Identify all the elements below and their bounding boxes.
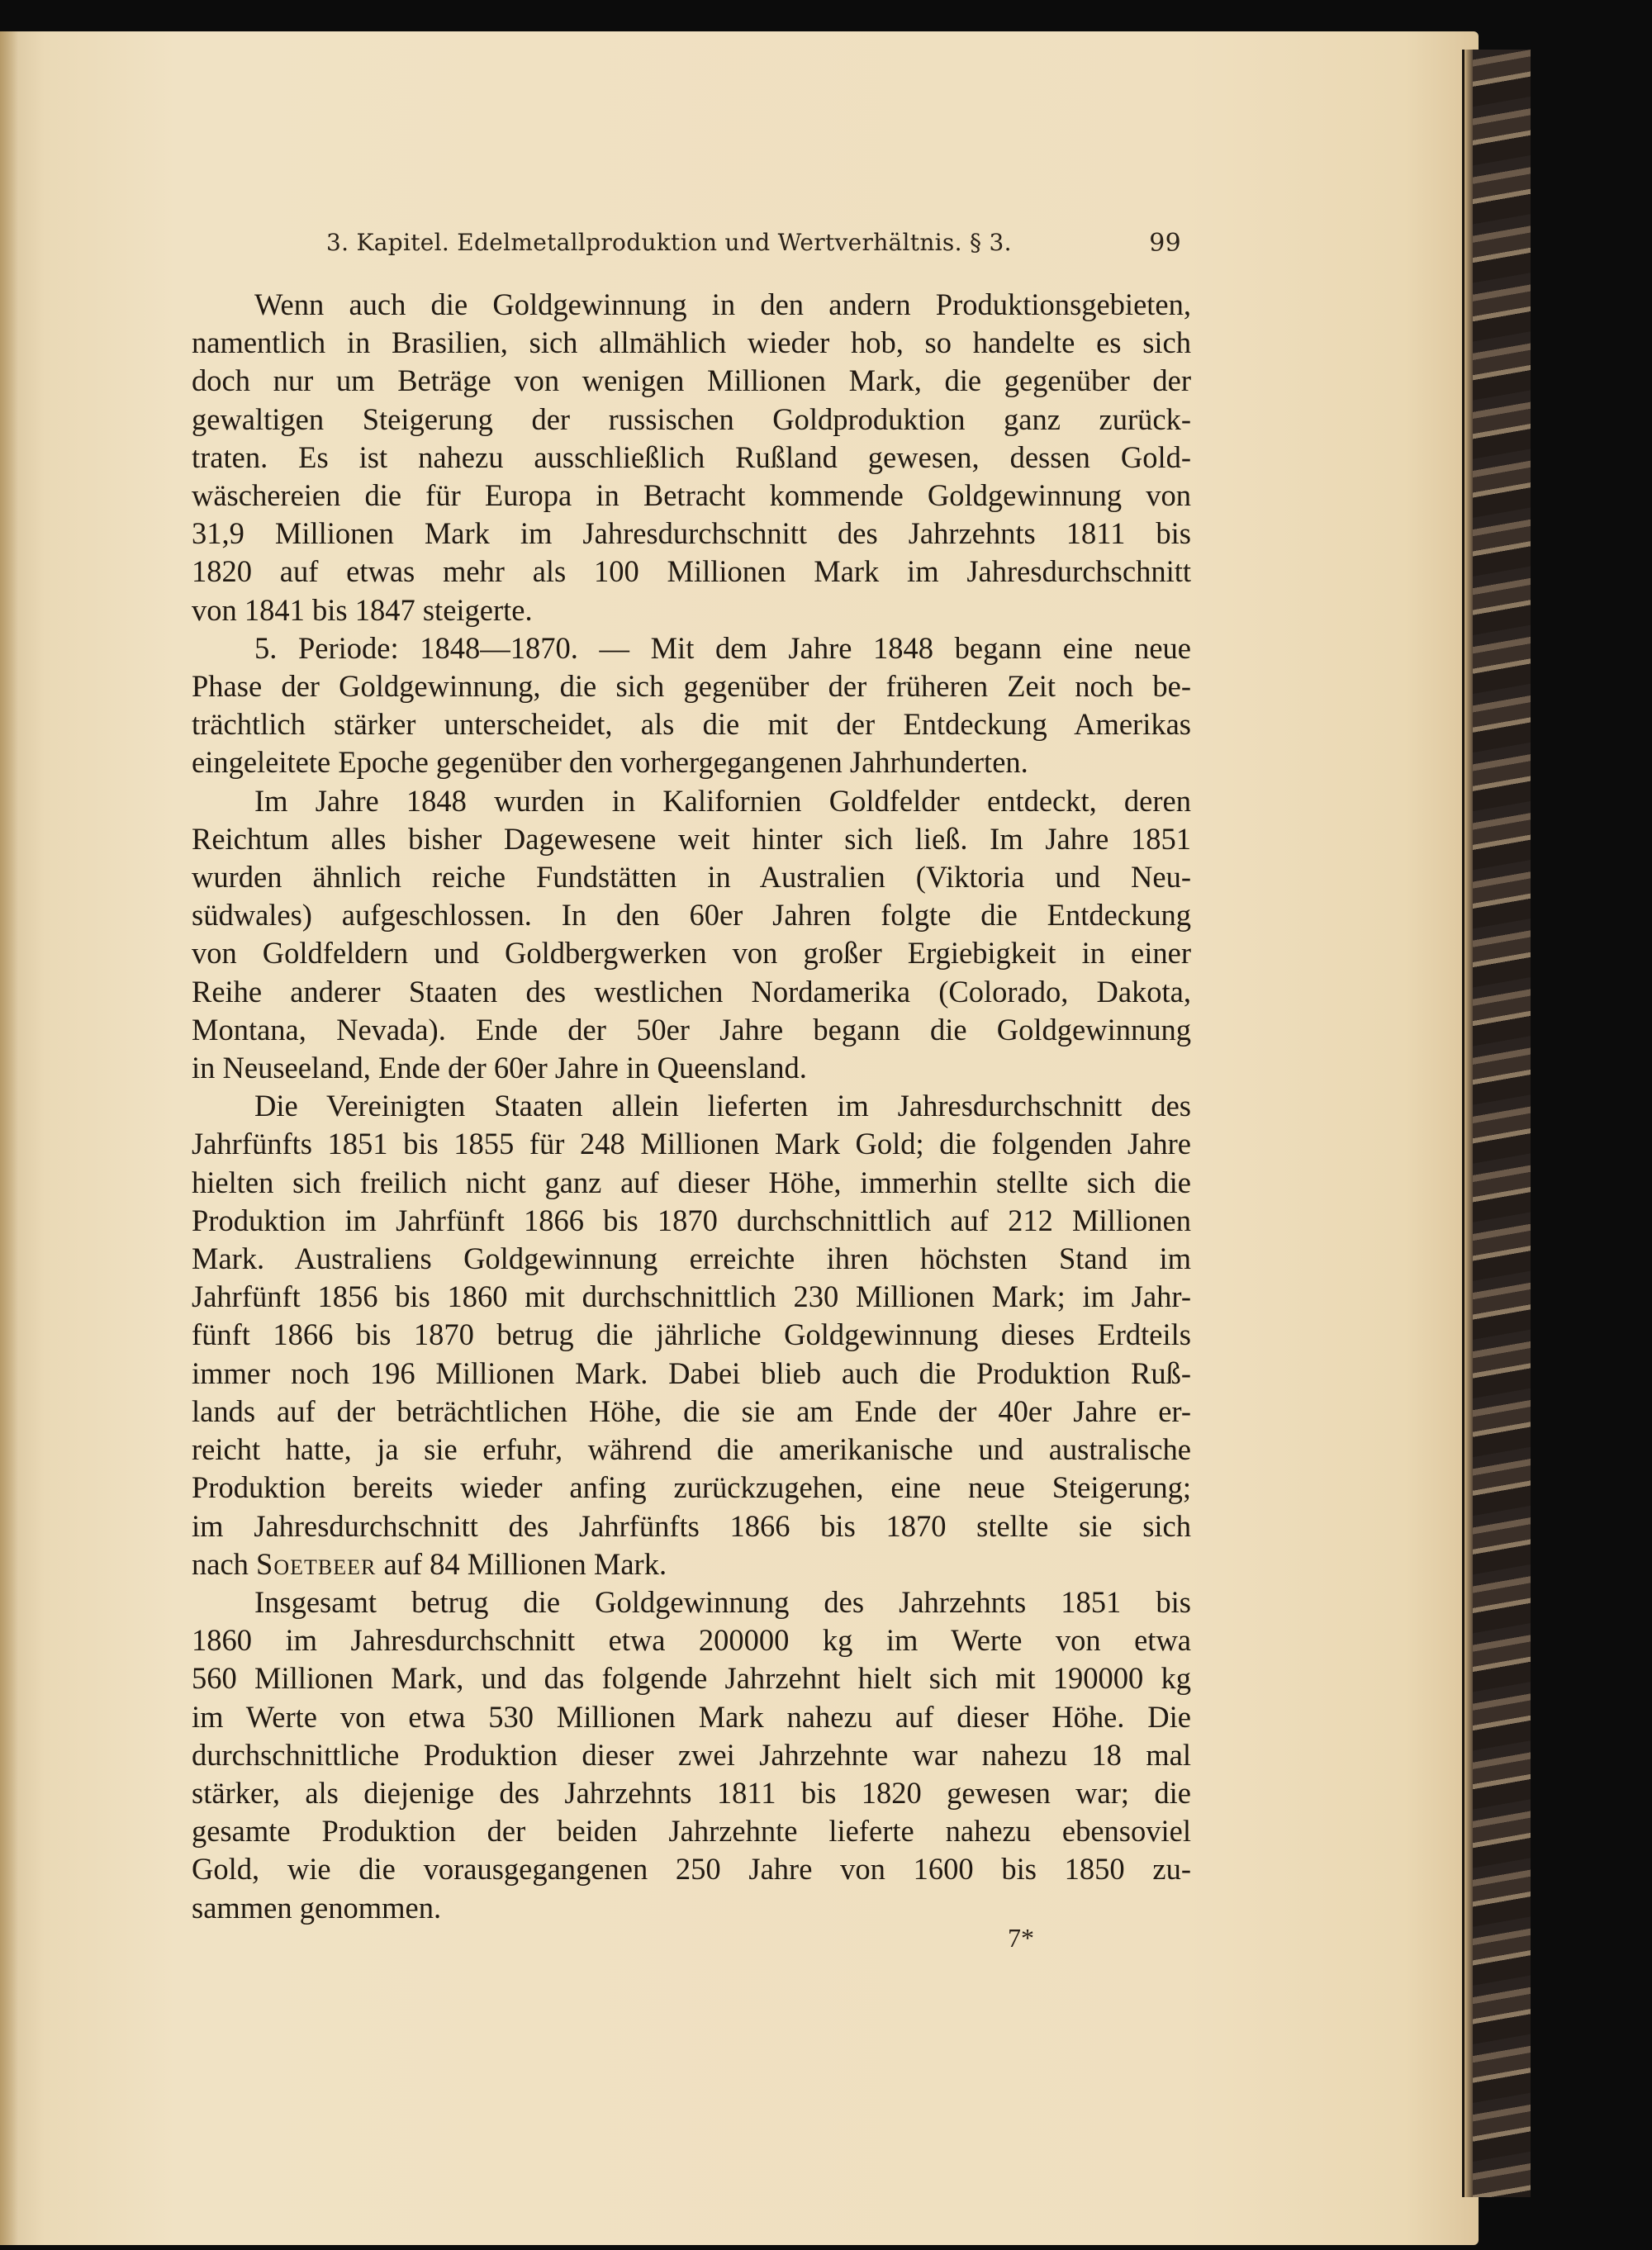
text-line: 560 Millionen Mark, und das folgende Jahrzehnt hielt sich mit 190000 kg: [192, 1661, 1191, 1696]
text-line: namentlich in Brasilien, sich allmählich wieder hob, so handelte es sich: [192, 325, 1191, 360]
text-line: von 1841 bis 1847 steigerte.: [192, 592, 533, 627]
text-fragment: auf 84 Millionen Mark.: [383, 1546, 667, 1581]
text-line: Phase der Goldgewinnung, die sich gegenüber der früheren Zeit noch be-: [192, 669, 1191, 704]
text-line: eingeleitete Epoche gegenüber den vorhergegangenen Jahrhunderten.: [192, 745, 1028, 780]
text-line: in Neuseeland, Ende der 60er Jahre in Queensland.: [192, 1051, 807, 1085]
text-line: 1860 im Jahresdurchschnitt etwa 200000 kg im Werte von etwa: [192, 1623, 1191, 1658]
chapter-title: 3. Kapitel. Edelmetallproduktion und Wertverhältnis. § 3.: [326, 229, 1012, 256]
text-line: reicht hatte, ja sie erfuhr, während die amerikanische und australische: [192, 1432, 1191, 1467]
author-name: Soetbeer: [256, 1546, 377, 1581]
body-text: [192, 286, 1191, 1927]
text-line: Die Vereinigten Staaten allein lieferten im Jahresdurchschnitt des: [254, 1089, 1191, 1123]
book-binding: [1462, 50, 1531, 2197]
text-line: Mark. Australiens Goldgewinnung erreichte ihren höchsten Stand im: [192, 1241, 1191, 1276]
text-line: immer noch 196 Millionen Mark. Dabei blieb auch die Produktion Ruß-: [192, 1355, 1191, 1390]
text-line: gesamte Produktion der beiden Jahrzehnte lieferte nahezu ebensoviel: [192, 1814, 1191, 1849]
text-line: stärker, als diejenige des Jahrzehnts 1811 bis 1820 gewesen war; die: [192, 1775, 1191, 1810]
text-line: Produktion im Jahrfünft 1866 bis 1870 durchschnittlich auf 212 Millionen: [192, 1203, 1191, 1237]
text-line: südwales) aufgeschlossen. In den 60er Jahren folgte die Entdeckung: [192, 898, 1191, 933]
text-line: lands auf der beträchtlichen Höhe, die sie am Ende der 40er Jahre er-: [192, 1393, 1191, 1428]
text-line: doch nur um Beträge von wenigen Millionen Mark, die gegenüber der: [192, 363, 1191, 398]
text-line: Jahrfünfts 1851 bis 1855 für 248 Millionen Mark Gold; die folgenden Jahre: [192, 1127, 1191, 1161]
text-line: gewaltigen Steigerung der russischen Goldproduktion ganz zurück-: [192, 401, 1191, 436]
text-line: Produktion bereits wieder anfing zurückzugehen, eine neue Steigerung;: [192, 1470, 1191, 1505]
text-line: Jahrfünft 1856 bis 1860 mit durchschnittlich 230 Millionen Mark; im Jahr-: [192, 1279, 1191, 1314]
text-line: im Werte von etwa 530 Millionen Mark nahezu auf dieser Höhe. Die: [192, 1699, 1191, 1734]
text-line: traten. Es ist nahezu ausschließlich Rußland gewesen, dessen Gold-: [192, 439, 1191, 474]
signature-mark: 7*: [1008, 1923, 1034, 1953]
text-line: trächtlich stärker unterscheidet, als die mit der Entdeckung Amerikas: [192, 707, 1191, 742]
text-line: Reihe anderer Staaten des westlichen Nordamerika (Colorado, Dakota,: [192, 974, 1191, 1009]
text-line: 1820 auf etwas mehr als 100 Millionen Mark im Jahresdurchschnitt: [192, 554, 1191, 589]
text-line: [192, 1545, 1191, 1583]
text-line: im Jahresdurchschnitt des Jahrfünfts 1866 bis 1870 stellte sie sich: [192, 1508, 1191, 1543]
text-line: Wenn auch die Goldgewinnung in den andern Produktionsgebieten,: [254, 287, 1191, 321]
text-line: durchschnittliche Produktion dieser zwei Jahrzehnte war nahezu 18 mal: [192, 1737, 1191, 1772]
text-line: Gold, wie die vorausgegangenen 250 Jahre von 1600 bis 1850 zu-: [192, 1852, 1191, 1887]
text-line: wäschereien die für Europa in Betracht kommende Goldgewinnung von: [192, 478, 1191, 513]
text-line: fünft 1866 bis 1870 betrug die jährliche Goldgewinnung dieses Erdteils: [192, 1317, 1191, 1352]
text-line: Reichtum alles bisher Dagewesene weit hinter sich ließ. Im Jahre 1851: [192, 821, 1191, 856]
text-line: Montana, Nevada). Ende der 50er Jahre begann die Goldgewinnung: [192, 1012, 1191, 1047]
text-line: wurden ähnlich reiche Fundstätten in Australien (Viktoria und Neu-: [192, 860, 1191, 895]
text-line: Im Jahre 1848 wurden in Kalifornien Goldfelder entdeckt, deren: [254, 783, 1191, 818]
text-line: sammen genommen.: [192, 1890, 442, 1925]
text-line: 5. Periode: 1848—1870. — Mit dem Jahre 1848 begann eine neue: [254, 630, 1191, 665]
page-number: 99: [1149, 229, 1181, 258]
text-line: von Goldfeldern und Goldbergwerken von großer Ergiebigkeit in einer: [192, 936, 1191, 971]
text-line: hielten sich freilich nicht ganz auf dieser Höhe, immerhin stellte sich die: [192, 1165, 1191, 1199]
text-line: 31,9 Millionen Mark im Jahresdurchschnitt des Jahrzehnts 1811 bis: [192, 516, 1191, 551]
text-line: Insgesamt betrug die Goldgewinnung des Jahrzehnts 1851 bis: [254, 1584, 1191, 1619]
text-fragment: nach: [192, 1546, 249, 1581]
